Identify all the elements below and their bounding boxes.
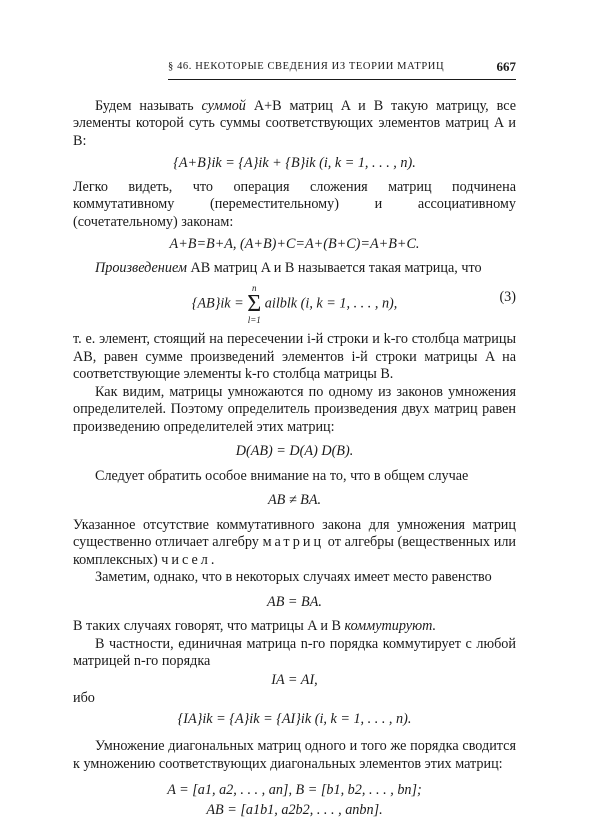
paragraph-equality-cases: Заметим, однако, что в некоторых случаях имеет место равенство: [73, 569, 516, 587]
paragraph-sum-definition: Будем называть суммой A+B матриц A и B такую матрицу, все элементы которой суть суммы соответствующих элементов матриц A и B:: [73, 98, 516, 151]
equation-identity-elements: {IA}ik = {A}ik = {AI}ik (i, k = 1, . . . , n).: [73, 711, 516, 729]
page-number: 667: [497, 58, 517, 76]
paragraph-because: ибо: [73, 690, 516, 708]
equation-commutative: AB = BA.: [73, 594, 516, 612]
page-header: [168, 58, 516, 80]
equation-product: {AB}ik = n Σ l=1 ailblk (i, k = 1, . . . , n), (3): [73, 283, 516, 325]
summation-symbol: n Σ l=1: [247, 283, 261, 325]
term-commute: коммутируют.: [344, 618, 436, 634]
book-page: [73, 58, 516, 819]
paragraph-element-meaning: т. е. элемент, стоящий на пересечении i-й строки и k-го столбца матрицы AB, равен сумме произведений элементов i-й строки матрицы A на соответствующие элементы k-го столбца матрицы B.: [73, 331, 516, 384]
term-sum: суммой: [201, 98, 245, 114]
equation-identity: IA = AI,: [73, 672, 516, 690]
equation-number: (3): [499, 289, 516, 307]
paragraph-diagonal: Умножение диагональных матриц одного и того же порядка сводится к умножению соответствующих диагональных элементов этих матриц:: [73, 738, 516, 773]
paragraph-commute: В таких случаях говорят, что матрицы A и B коммутируют.: [73, 618, 516, 636]
term-product: Произведением: [95, 260, 187, 276]
paragraph-attention: Следует обратить особое внимание на то, что в общем случае: [73, 468, 516, 486]
spaced-word-matrices: матриц: [263, 534, 324, 550]
paragraph-product-definition: Произведением AB матриц A и B называется такая матрица, что: [73, 260, 516, 278]
equation-diagonal-matrices: A = [a1, a2, . . . , an], B = [b1, b2, . . . , bn];: [73, 782, 516, 800]
paragraph-commutative-absence: Указанное отсутствие коммутативного закона для умножения матриц существенно отличает алгебру матриц от алгебры (вещественных или комплексных) чисел.: [73, 517, 516, 570]
equation-sum: {A+B}ik = {A}ik + {B}ik (i, k = 1, . . . , n).: [73, 155, 516, 173]
equation-diagonal-product: AB = [a1b1, a2b2, . . . , anbn].: [73, 802, 516, 819]
equation-determinant: D(AB) = D(A) D(B).: [73, 443, 516, 461]
equation-noncommutative: AB ≠ BA.: [73, 492, 516, 510]
paragraph-addition-laws: Легко видеть, что операция сложения матриц подчинена коммутативному (переместительному) и ассоциативному (сочетательному) законам:: [73, 179, 516, 232]
paragraph-determinant: Как видим, матрицы умножаются по одному из законов умножения определителей. Поэтому определитель произведения двух матриц равен произведению определителей этих матриц:: [73, 384, 516, 437]
paragraph-identity-matrix: В частности, единичная матрица n-го порядка коммутирует с любой матрицей n-го порядка: [73, 636, 516, 671]
running-head: § 46. НЕКОТОРЫЕ СВЕДЕНИЯ ИЗ ТЕОРИИ МАТРИЦ: [168, 58, 444, 76]
equation-addition-laws: A+B=B+A, (A+B)+C=A+(B+C)=A+B+C.: [73, 236, 516, 254]
spaced-word-numbers: чисел.: [161, 552, 217, 568]
